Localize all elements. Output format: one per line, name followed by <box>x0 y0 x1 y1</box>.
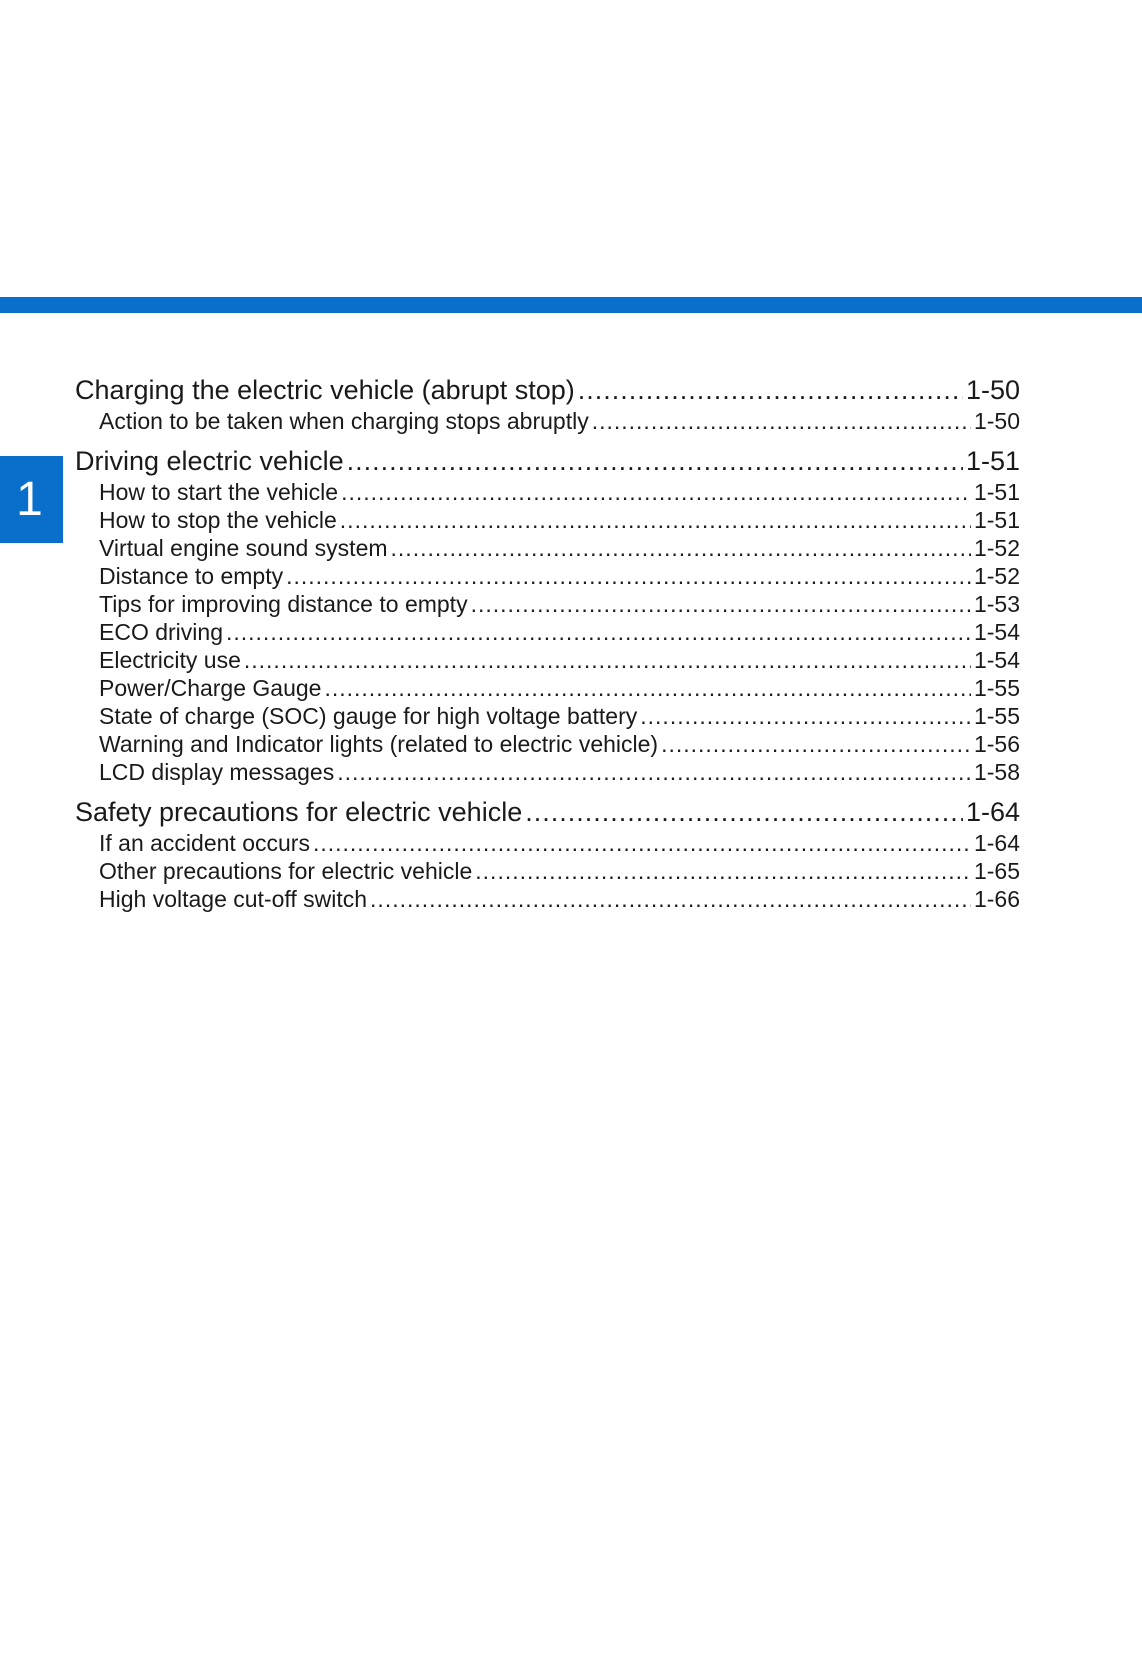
dot-leader <box>370 885 971 913</box>
toc-page-number: 1-58 <box>973 759 1020 785</box>
toc-page-number: 1-52 <box>973 563 1020 589</box>
toc-entry-title: Other precautions for electric vehicle <box>99 858 473 884</box>
dot-leader <box>347 444 963 478</box>
toc-page-number: 1-51 <box>973 507 1020 533</box>
header-band <box>0 297 1142 313</box>
dot-leader <box>341 478 971 506</box>
dot-leader <box>226 618 971 646</box>
toc-page-number: 1-55 <box>973 675 1020 701</box>
toc-page-number: 1-52 <box>973 535 1020 561</box>
toc-entry[interactable] <box>75 618 1020 646</box>
toc-page-number: 1-65 <box>973 858 1020 884</box>
toc-section-heading[interactable] <box>75 444 1020 478</box>
toc-page-number: 1-51 <box>965 446 1020 476</box>
dot-leader <box>340 506 971 534</box>
toc-entry-title: How to stop the vehicle <box>99 507 337 533</box>
toc-entry-title: Distance to empty <box>99 563 284 589</box>
dot-leader <box>475 857 971 885</box>
toc-entry-title: If an accident occurs <box>99 830 310 856</box>
toc-entry-title: Action to be taken when charging stops abruptly <box>99 408 589 434</box>
toc-entry-title: Electricity use <box>99 647 241 673</box>
toc-section <box>75 373 1020 435</box>
toc-entry-title: Virtual engine sound system <box>99 535 388 561</box>
dot-leader <box>578 373 963 407</box>
dot-leader <box>391 534 971 562</box>
chapter-number: 1 <box>16 473 43 526</box>
dot-leader <box>525 795 963 829</box>
toc-section-title: Safety precautions for electric vehicle <box>75 797 523 827</box>
toc-entry[interactable] <box>75 857 1020 885</box>
toc-entry-title: Power/Charge Gauge <box>99 675 322 701</box>
toc-page-number: 1-54 <box>973 647 1020 673</box>
dot-leader <box>286 562 971 590</box>
toc-entry[interactable] <box>75 506 1020 534</box>
toc-page-number: 1-64 <box>965 797 1020 827</box>
toc-entry[interactable] <box>75 407 1020 435</box>
toc-entry-title: State of charge (SOC) gauge for high voltage battery <box>99 703 638 729</box>
toc-page-number: 1-51 <box>973 479 1020 505</box>
toc-section <box>75 444 1020 786</box>
toc-entry[interactable] <box>75 590 1020 618</box>
toc-entry-title: High voltage cut-off switch <box>99 886 368 912</box>
toc-section-heading[interactable] <box>75 373 1020 407</box>
toc-entry[interactable] <box>75 885 1020 913</box>
toc-page-number: 1-56 <box>973 731 1020 757</box>
dot-leader <box>313 829 971 857</box>
chapter-tab <box>0 456 63 543</box>
dot-leader <box>471 590 971 618</box>
toc-entry[interactable] <box>75 674 1020 702</box>
toc-section-title: Charging the electric vehicle (abrupt stop) <box>75 375 575 405</box>
toc-entry-title: ECO driving <box>99 619 223 645</box>
toc-page-number: 1-64 <box>973 830 1020 856</box>
toc-entry[interactable] <box>75 829 1020 857</box>
toc-entry-title: LCD display messages <box>99 759 335 785</box>
toc-entry[interactable] <box>75 478 1020 506</box>
toc-page-number: 1-50 <box>973 408 1020 434</box>
toc-section-title: Driving electric vehicle <box>75 446 344 476</box>
table-of-contents <box>75 373 1020 922</box>
toc-section <box>75 795 1020 913</box>
toc-page-number: 1-55 <box>973 703 1020 729</box>
toc-entry-title: Warning and Indicator lights (related to electric vehicle) <box>99 731 659 757</box>
dot-leader <box>244 646 971 674</box>
toc-page-number: 1-50 <box>965 375 1020 405</box>
dot-leader <box>661 730 971 758</box>
toc-entry[interactable] <box>75 646 1020 674</box>
toc-section-heading[interactable] <box>75 795 1020 829</box>
toc-entry[interactable] <box>75 534 1020 562</box>
toc-entry[interactable] <box>75 562 1020 590</box>
toc-entry-title: How to start the vehicle <box>99 479 339 505</box>
toc-page-number: 1-54 <box>973 619 1020 645</box>
toc-entry[interactable] <box>75 730 1020 758</box>
dot-leader <box>324 674 970 702</box>
toc-entry-title: Tips for improving distance to empty <box>99 591 468 617</box>
dot-leader <box>337 758 971 786</box>
toc-entry[interactable] <box>75 758 1020 786</box>
toc-page-number: 1-53 <box>973 591 1020 617</box>
dot-leader <box>592 407 971 435</box>
dot-leader <box>640 702 971 730</box>
toc-page-number: 1-66 <box>973 886 1020 912</box>
toc-entry[interactable] <box>75 702 1020 730</box>
